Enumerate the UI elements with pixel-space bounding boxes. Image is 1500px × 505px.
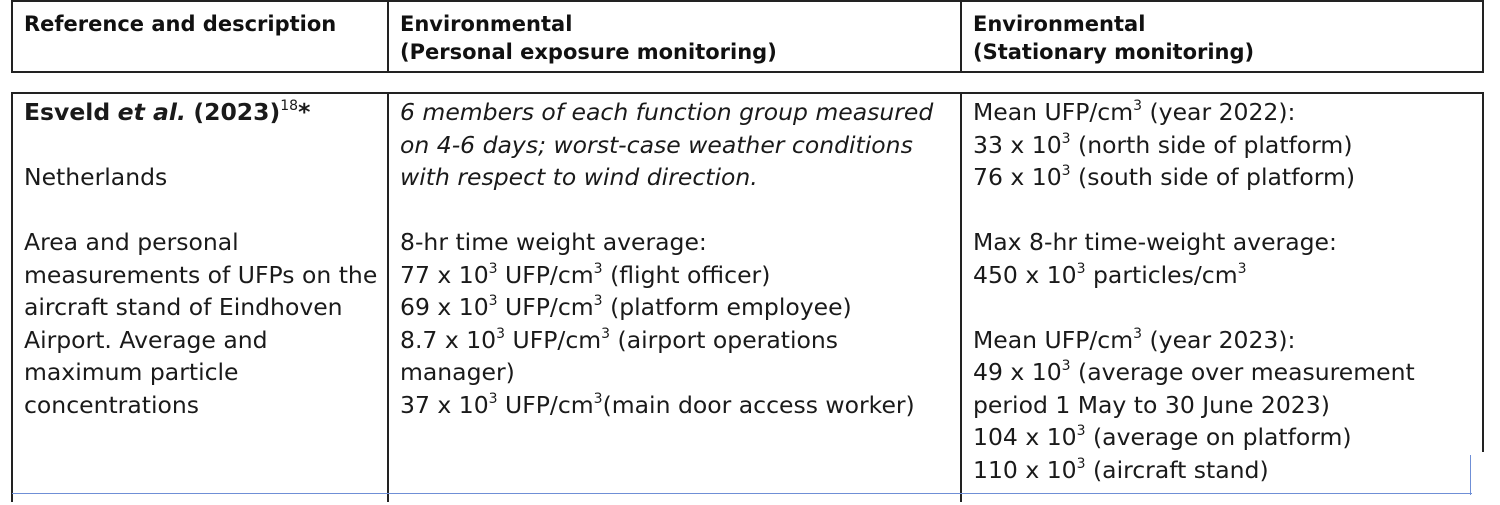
country: Netherlands: [24, 163, 168, 191]
list-item: [973, 161, 1415, 194]
description-line: Area and personal: [24, 228, 239, 256]
value-text: 8.7 x 10: [400, 325, 497, 354]
role-text: (airport operations: [610, 325, 839, 354]
value-text: 69 x 10: [400, 293, 489, 321]
value-text: manager): [400, 358, 515, 386]
superscript: 3: [1061, 358, 1071, 374]
header-reference: [24, 10, 336, 38]
superscript: 3: [593, 260, 603, 277]
list-item: [973, 421, 1415, 454]
description-line: measurements of UFPs on the: [24, 260, 378, 289]
value-text: period 1 May to 30 June 2023): [973, 390, 1330, 419]
value-text: 104 x 10: [973, 423, 1077, 451]
reference-citation: [24, 96, 377, 129]
superscript: 3: [1061, 163, 1071, 179]
header-stationary: [973, 10, 1254, 66]
value-text: 33 x 10: [973, 130, 1062, 159]
mean-2022-heading: Mean UFP/$cm^3$ (year 2022):: [973, 98, 1296, 126]
value-text: 49 x 10: [973, 358, 1062, 386]
unit-text: UFP/cm: [497, 260, 594, 289]
header-reference-label: Reference and description: [24, 12, 337, 36]
list-item: [400, 356, 933, 389]
note-text: (aircraft stand): [1085, 455, 1269, 484]
description-line: aircraft stand of Eindhoven: [24, 293, 343, 321]
reference-cell: [24, 96, 377, 421]
unit-text: UFP/cm: [497, 390, 594, 419]
twa-list: [400, 259, 933, 422]
table-right-border-body: [1482, 92, 1484, 452]
header-stationary-line1: Environmental: [973, 12, 1146, 36]
max-value: 450 x $10^3$ particles/$cm^3$: [973, 260, 1247, 289]
description: [24, 226, 377, 421]
year: (2023): [193, 98, 281, 126]
list-item: [973, 356, 1415, 389]
superscript: 3: [496, 325, 506, 342]
table-right-border-header: [1482, 0, 1484, 73]
unit-text: UFP/cm: [497, 293, 594, 321]
col-divider-2-header: [960, 0, 962, 73]
note-text: (average on platform): [1085, 423, 1352, 451]
col-divider-1-body: [387, 92, 389, 502]
col-divider-2-body: [960, 92, 962, 502]
role-text: (main door access worker): [602, 390, 915, 419]
table-top-border: [12, 0, 1484, 2]
description-line: maximum particle: [24, 358, 239, 386]
author: Esveld: [24, 98, 111, 126]
table-left-border: [11, 0, 13, 73]
intro-line: on 4-6 days; worst-case weather conditions: [400, 130, 913, 159]
personal-intro: [400, 96, 933, 194]
note-text: (north side of platform): [1070, 130, 1353, 159]
list-item: [973, 389, 1415, 422]
scan-edge-right: [1470, 455, 1471, 495]
description-line: concentrations: [24, 390, 199, 419]
value-text: 76 x 10: [973, 163, 1062, 191]
value-text: 77 x 10: [400, 260, 489, 289]
scan-edge: [12, 493, 1472, 494]
table-left-border-body: [11, 92, 13, 502]
superscript: 3: [488, 260, 498, 277]
stationary-cell: [973, 96, 1415, 486]
intro-line: with respect to wind direction.: [400, 163, 758, 191]
list-item: [400, 389, 933, 422]
note-text: (south side of platform): [1070, 163, 1356, 191]
intro-line: 6 members of each function group measured: [400, 98, 934, 126]
header-bottom-border: [12, 71, 1484, 73]
mean-2023-heading: Mean UFP/$cm^3$ (year 2023):: [973, 325, 1296, 354]
row-top-border: [12, 92, 1484, 94]
value-text: 37 x 10: [400, 390, 489, 419]
list-item: [400, 291, 933, 324]
superscript: 3: [593, 390, 603, 407]
max-heading: Max 8-hr time-weight average:: [973, 228, 1337, 256]
list-item: [973, 454, 1415, 487]
personal-cell: [400, 96, 933, 421]
header-personal-line2: (Personal exposure monitoring): [400, 40, 777, 64]
note-text: (average over measurement: [1070, 358, 1415, 386]
list-2023: [973, 356, 1415, 486]
header-personal-line1: Environmental: [400, 12, 573, 36]
col-divider-1-header: [387, 0, 389, 73]
asterisk: *: [298, 98, 311, 126]
superscript: 3: [593, 293, 603, 309]
description-line: Airport. Average and: [24, 325, 268, 354]
superscript: 3: [1076, 423, 1086, 439]
superscript: 3: [488, 390, 498, 407]
superscript: 3: [1061, 130, 1071, 147]
header-stationary-line2: (Stationary monitoring): [973, 40, 1255, 64]
superscript: 3: [488, 293, 498, 309]
et-al: et al.: [117, 98, 186, 126]
superscript: 3: [601, 325, 611, 342]
citation-number: 18: [280, 98, 299, 114]
header-personal: [400, 10, 777, 66]
unit-text: UFP/cm: [505, 325, 602, 354]
role-text: (flight officer): [602, 260, 771, 289]
superscript: 3: [1076, 455, 1086, 472]
list-item: [400, 324, 933, 357]
list-item: [973, 129, 1415, 162]
twa-heading: 8-hr time weight average:: [400, 228, 707, 256]
list-2022: [973, 129, 1415, 194]
role-text: (platform employee): [602, 293, 852, 321]
list-item: [400, 259, 933, 292]
value-text: 110 x 10: [973, 455, 1077, 484]
